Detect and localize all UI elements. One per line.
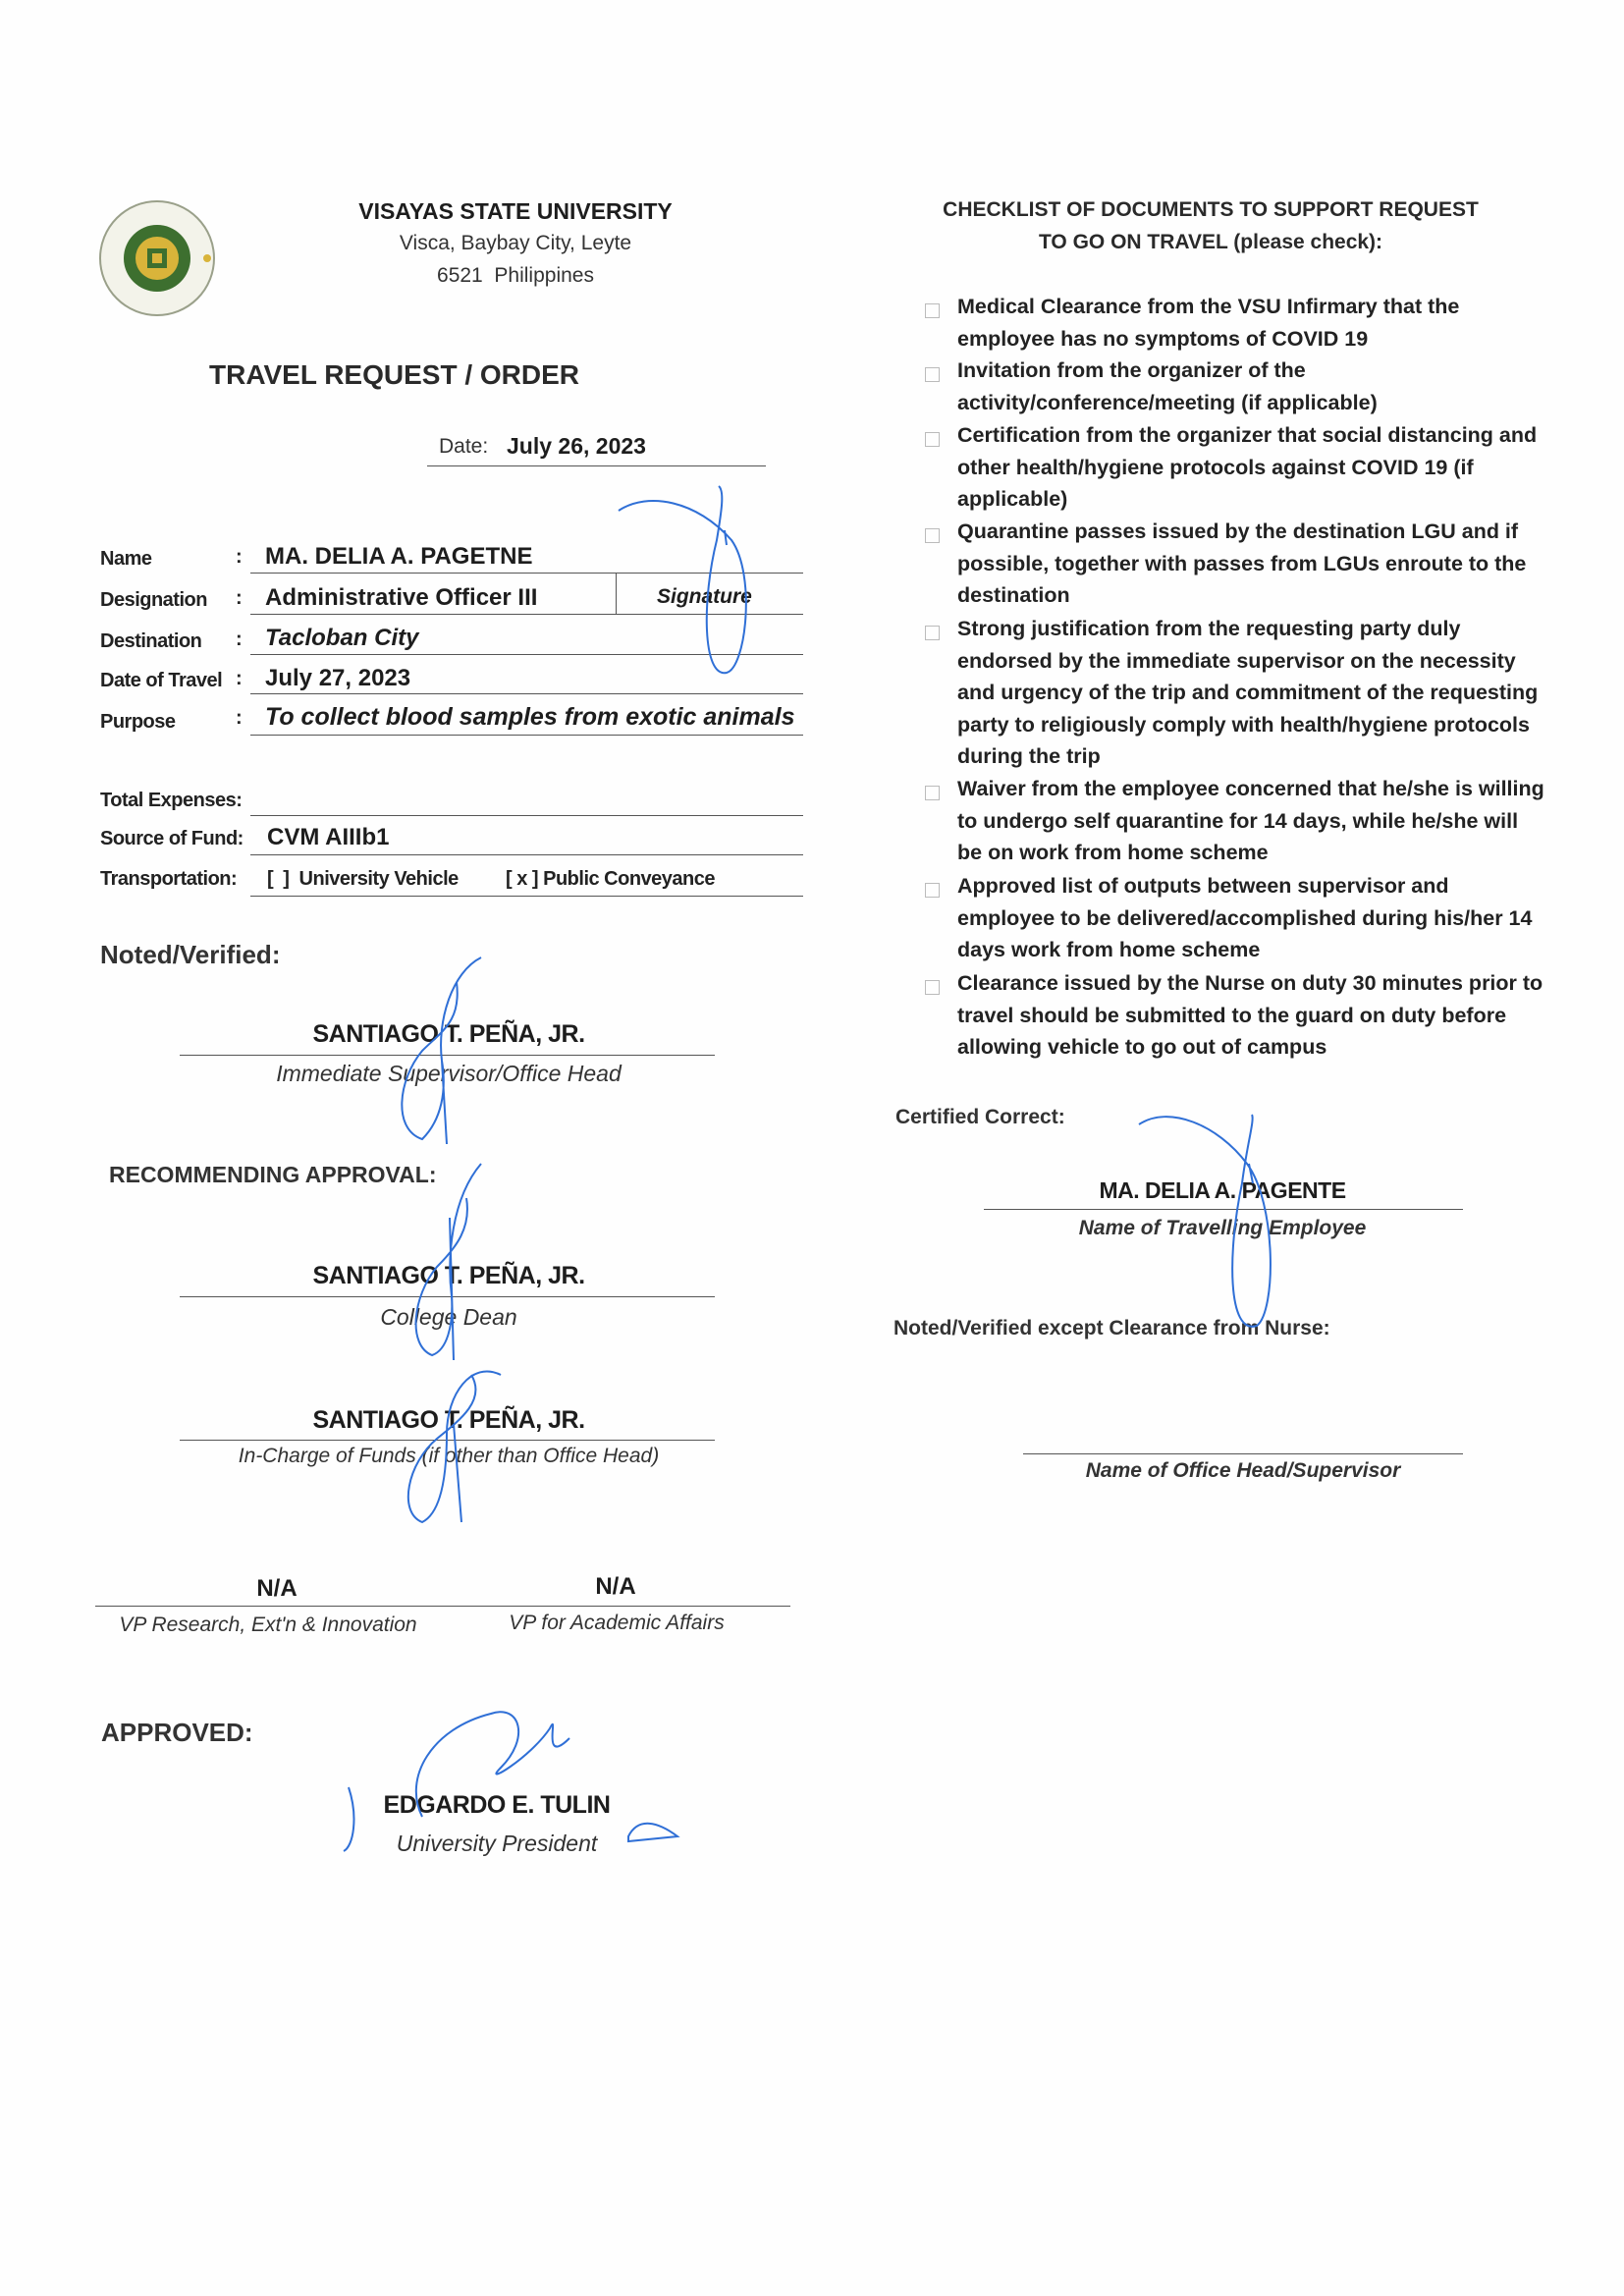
colon: : bbox=[236, 587, 243, 609]
checklist-title: CHECKLIST OF DOCUMENTS TO SUPPORT REQUEST bbox=[943, 198, 1479, 221]
transport-option-university-vehicle: [ ] University Vehicle bbox=[267, 868, 459, 890]
checklist-checkbox[interactable] bbox=[925, 980, 940, 995]
applicant-signature bbox=[609, 481, 766, 687]
checklist-checkbox[interactable] bbox=[925, 367, 940, 382]
supervisor-name: SANTIAGO T. PEÑA, JR. bbox=[312, 1020, 585, 1048]
checklist-checkbox[interactable] bbox=[925, 786, 940, 800]
colon: : bbox=[236, 707, 243, 729]
university-address: Visca, Baybay City, Leyte bbox=[399, 232, 632, 254]
date-label: Date: bbox=[439, 435, 489, 458]
designation-value: Administrative Officer III bbox=[265, 584, 538, 611]
checklist-item: Strong justification from the requesting party duly endorsed by the immediate supervisor on the necessity and urgency of the trip and commitment of the requesting party to religiously comply with health/hygiene protocols during the trip bbox=[957, 617, 1539, 768]
university-name: VISAYAS STATE UNIVERSITY bbox=[358, 198, 673, 224]
divider bbox=[427, 465, 766, 466]
checklist-checkbox[interactable] bbox=[925, 626, 940, 640]
signature-label: Signature bbox=[657, 585, 752, 608]
university-seal-logo bbox=[97, 198, 217, 318]
supervisor-title: Immediate Supervisor/Office Head bbox=[276, 1061, 622, 1086]
checklist-checkbox[interactable] bbox=[925, 432, 940, 447]
noted-except-label: Noted/Verified except Clearance from Nurse: bbox=[893, 1317, 1330, 1339]
checklist-item: Approved list of outputs between supervisor and employee to be delivered/accomplished during his/her 14 days work from home scheme bbox=[957, 874, 1533, 961]
name-label: Name bbox=[100, 548, 152, 570]
vp-research-name: N/A bbox=[256, 1575, 298, 1602]
colon: : bbox=[236, 629, 243, 650]
president-title: University President bbox=[396, 1831, 598, 1856]
destination-label: Destination bbox=[100, 630, 202, 652]
supervisor-signature bbox=[383, 953, 501, 1149]
date-of-travel-label: Date of Travel bbox=[100, 670, 223, 691]
date-of-travel-value: July 27, 2023 bbox=[265, 665, 411, 691]
dean-signature bbox=[393, 1159, 501, 1365]
total-expenses-label: Total Expenses: bbox=[100, 790, 243, 811]
employee-name: MA. DELIA A. PAGENTE bbox=[1099, 1177, 1346, 1203]
vp-research-title: VP Research, Ext'n & Innovation bbox=[119, 1613, 417, 1636]
divider bbox=[1023, 1453, 1463, 1454]
president-name: EDGARDO E. TULIN bbox=[383, 1791, 611, 1819]
checklist-item: Quarantine passes issued by the destination LGU and if possible, together with passes from LGUs enroute to the destination bbox=[957, 519, 1527, 607]
checklist-item: Certification from the organizer that social distancing and other health/hygiene protocols against COVID 19 (if applicable) bbox=[957, 423, 1538, 511]
destination-value: Tacloban City bbox=[265, 625, 419, 651]
checklist-item: Clearance issued by the Nurse on duty 30 minutes prior to travel should be submitted to the guard on duty before allowing vehicle to go out of campus bbox=[957, 971, 1543, 1059]
date-value: July 26, 2023 bbox=[507, 433, 646, 459]
name-value: MA. DELIA A. PAGETNE bbox=[265, 543, 533, 570]
office-head-title: Name of Office Head/Supervisor bbox=[1085, 1459, 1401, 1482]
divider bbox=[95, 1606, 790, 1607]
employee-signature bbox=[1129, 1105, 1316, 1340]
source-of-fund-value: CVM AIIIb1 bbox=[267, 824, 390, 850]
purpose-value: To collect blood samples from exotic animals bbox=[265, 703, 795, 731]
university-address-2: 6521 Philippines bbox=[437, 264, 594, 287]
page-title: TRAVEL REQUEST / ORDER bbox=[209, 359, 580, 390]
vp-academic-name: N/A bbox=[595, 1573, 636, 1600]
noted-verified-label: Noted/Verified: bbox=[100, 940, 281, 969]
funds-incharge-title: In-Charge of Funds (if other than Office Head) bbox=[238, 1445, 660, 1467]
checklist-checkbox[interactable] bbox=[925, 883, 940, 898]
checklist-item: Medical Clearance from the VSU Infirmary that the employee has no symptoms of COVID 19 bbox=[957, 295, 1460, 351]
divider bbox=[250, 735, 803, 736]
divider bbox=[250, 854, 803, 855]
funds-incharge-name: SANTIAGO T. PEÑA, JR. bbox=[312, 1406, 585, 1434]
checklist-item: Invitation from the organizer of the activity/conference/meeting (if applicable) bbox=[957, 358, 1378, 414]
colon: : bbox=[236, 668, 243, 689]
divider bbox=[250, 815, 803, 816]
funds-signature bbox=[393, 1345, 530, 1532]
vp-academic-title: VP for Academic Affairs bbox=[509, 1612, 725, 1634]
designation-label: Designation bbox=[100, 589, 207, 611]
purpose-label: Purpose bbox=[100, 711, 176, 733]
checklist-checkbox[interactable] bbox=[925, 528, 940, 543]
recommending-approval-label: RECOMMENDING APPROVAL: bbox=[109, 1162, 437, 1187]
president-signature bbox=[344, 1679, 697, 1866]
checklist-item: Waiver from the employee concerned that he/she is willing to undergo self quarantine for 14 days, while he/she will be on work from home scheme bbox=[957, 777, 1544, 864]
checklist-title-2: TO GO ON TRAVEL (please check): bbox=[1038, 231, 1383, 253]
divider bbox=[250, 896, 803, 897]
dean-title: College Dean bbox=[380, 1304, 517, 1330]
certified-correct-label: Certified Correct: bbox=[895, 1106, 1065, 1128]
source-of-fund-label: Source of Fund: bbox=[100, 828, 244, 849]
dean-name: SANTIAGO T. PEÑA, JR. bbox=[312, 1262, 585, 1289]
checklist-checkbox[interactable] bbox=[925, 303, 940, 318]
transport-option-public-conveyance: [ x ] Public Conveyance bbox=[506, 868, 716, 890]
divider bbox=[250, 693, 803, 694]
employee-title: Name of Travelling Employee bbox=[1078, 1217, 1367, 1239]
transportation-label: Transportation: bbox=[100, 868, 238, 890]
colon: : bbox=[236, 546, 243, 568]
approved-label: APPROVED: bbox=[101, 1718, 253, 1747]
